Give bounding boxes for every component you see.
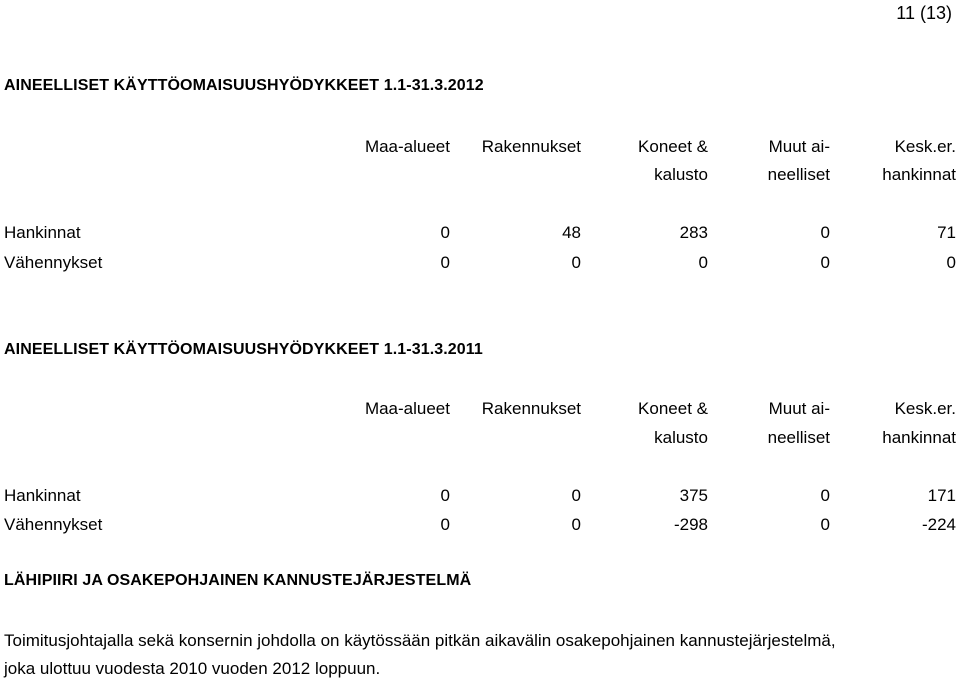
col-header-maa-alueet: Maa-alueet bbox=[364, 399, 450, 418]
col-header-koneet: Koneet & bbox=[638, 399, 708, 418]
table-header-line2 bbox=[4, 428, 956, 450]
table-cell: 0 bbox=[820, 223, 830, 242]
table-row bbox=[4, 515, 956, 537]
page-number: 11 (13) bbox=[896, 3, 952, 23]
section-title-2011: AINEELLISET KÄYTTÖOMAISUUSHYÖDYKKEET 1.1-31.3.2011 bbox=[4, 341, 483, 358]
section-title-2012: AINEELLISET KÄYTTÖOMAISUUSHYÖDYKKEET 1.1-31.3.2012 bbox=[4, 77, 484, 94]
col-header-maa-alueet: Maa-alueet bbox=[364, 137, 450, 156]
col-header-muut: Muut ai- bbox=[768, 137, 830, 156]
col-header-muut-line2: neelliset bbox=[767, 428, 830, 447]
table-cell: 71 bbox=[937, 223, 956, 242]
row-label: Hankinnat bbox=[4, 223, 81, 242]
table-cell: -298 bbox=[673, 515, 708, 534]
col-header-rakennukset: Rakennukset bbox=[481, 399, 581, 418]
paragraph-line-1: Toimitusjohtajalla sekä konsernin johdolla on käytössään pitkän aikavälin osakepohjainen kannustejärjestelmä, bbox=[4, 631, 836, 650]
table-cell: 0 bbox=[571, 253, 581, 272]
col-header-muut: Muut ai- bbox=[768, 399, 830, 418]
table-cell: 48 bbox=[562, 223, 581, 242]
table-cell: -224 bbox=[921, 515, 956, 534]
col-header-koneet-line2: kalusto bbox=[654, 428, 708, 447]
row-label: Vähennykset bbox=[4, 515, 103, 534]
table-cell: 0 bbox=[440, 223, 450, 242]
col-header-koneet-line2: kalusto bbox=[654, 165, 708, 184]
col-header-kesk-line2: hankinnat bbox=[882, 428, 956, 447]
table-cell: 0 bbox=[820, 486, 830, 505]
row-label: Hankinnat bbox=[4, 486, 81, 505]
col-header-rakennukset: Rakennukset bbox=[481, 137, 581, 156]
row-label: Vähennykset bbox=[4, 253, 103, 272]
table-cell: 0 bbox=[571, 486, 581, 505]
table-cell: 0 bbox=[571, 515, 581, 534]
table-header-line1 bbox=[4, 399, 956, 421]
table-cell: 0 bbox=[820, 253, 830, 272]
col-header-kesk: Kesk.er. bbox=[894, 399, 956, 418]
table-header-line2 bbox=[4, 165, 956, 187]
table-cell: 0 bbox=[820, 515, 830, 534]
table-cell: 0 bbox=[440, 486, 450, 505]
table-header-line1 bbox=[4, 137, 956, 159]
paragraph-line-2: joka ulottuu vuodesta 2010 vuoden 2012 loppuun. bbox=[4, 659, 381, 678]
col-header-koneet: Koneet & bbox=[638, 137, 708, 156]
table-row bbox=[4, 253, 956, 275]
table-cell: 283 bbox=[679, 223, 708, 242]
table-row bbox=[4, 486, 956, 508]
col-header-kesk: Kesk.er. bbox=[894, 137, 956, 156]
section-title-related-parties: LÄHIPIIRI JA OSAKEPOHJAINEN KANNUSTEJÄRJESTELMÄ bbox=[4, 572, 472, 589]
col-header-kesk-line2: hankinnat bbox=[882, 165, 956, 184]
table-cell: 0 bbox=[440, 515, 450, 534]
table-row bbox=[4, 223, 956, 245]
table-cell: 0 bbox=[698, 253, 708, 272]
col-header-muut-line2: neelliset bbox=[767, 165, 830, 184]
table-cell: 0 bbox=[946, 253, 956, 272]
table-cell: 171 bbox=[927, 486, 956, 505]
table-cell: 0 bbox=[440, 253, 450, 272]
table-cell: 375 bbox=[679, 486, 708, 505]
